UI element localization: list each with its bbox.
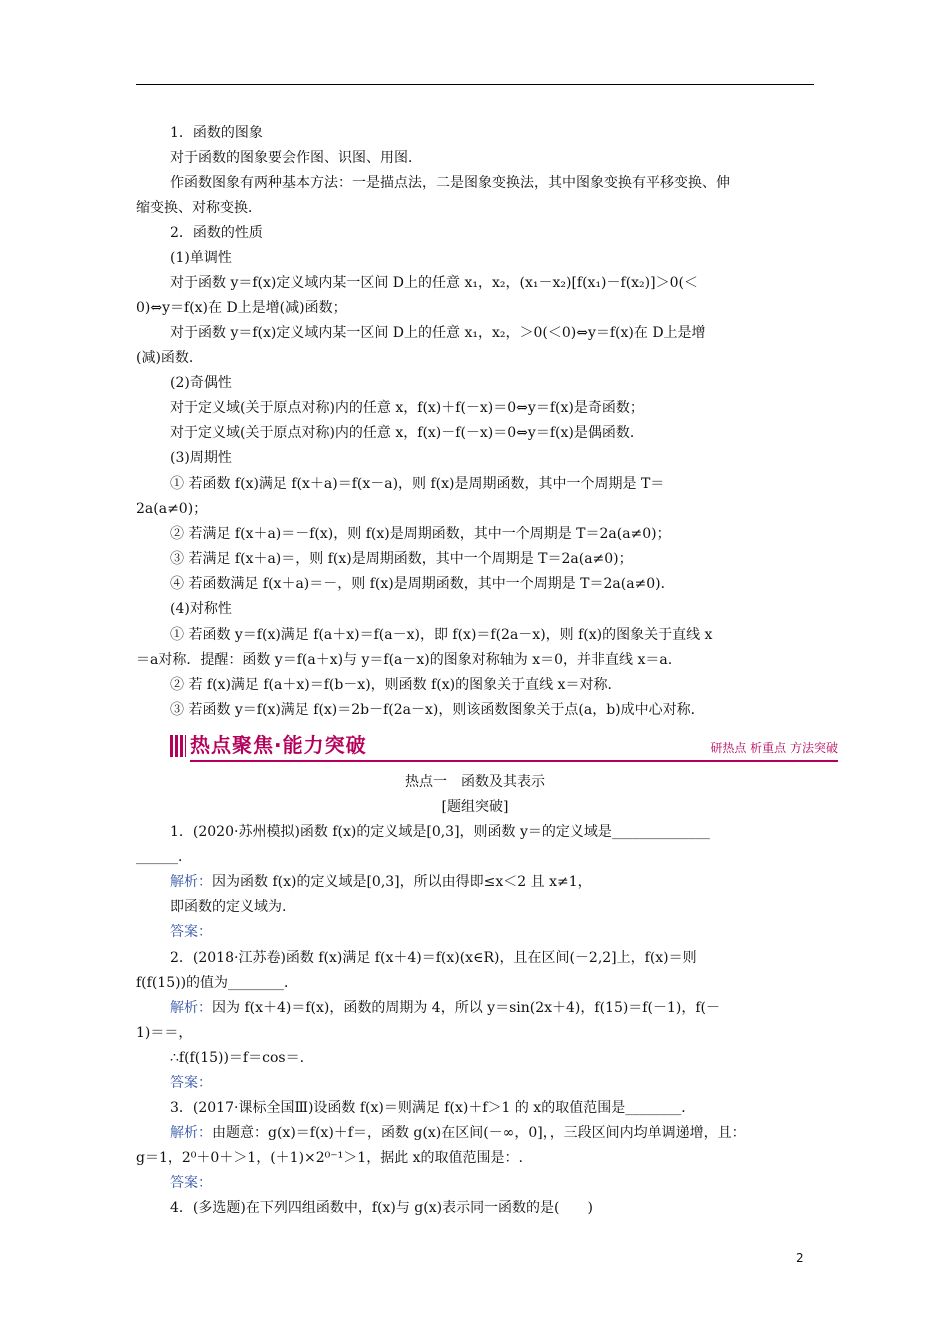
paragraph: 对于函数 y＝f(x)定义域内某一区间 D上的任意 x₁，x₂，(x₁－x₂)[f(x₁)－f(x₂)]＞0(＜ (170, 275, 698, 291)
paragraph: 对于函数 y＝f(x)定义域内某一区间 D上的任意 x₁，x₂，＞0(＜0)⇔y＝f(x)在 D上是增 (170, 325, 706, 341)
paragraph: ③ 若函数 y＝f(x)满足 f(x)＝2b－f(2a－x)，则该函数图象关于点(a，b)成中心对称． (170, 702, 705, 718)
paragraph: ② 若满足 f(x＋a)＝－f(x)，则 f(x)是周期函数，其中一个周期是 T＝2a(a≠0)； (170, 526, 671, 542)
paragraph: ③ 若满足 f(x＋a)＝，则 f(x)是周期函数，其中一个周期是 T＝2a(a≠0)； (170, 551, 633, 567)
paragraph: ② 若 f(x)满足 f(a＋x)＝f(b－x)，则函数 f(x)的图象关于直线 x＝对称． (170, 677, 622, 693)
question-2-analysis: ∴f(f(15))＝f＝cos＝. (170, 1050, 305, 1066)
banner-stripe-icon (170, 735, 186, 757)
question-3-stem: 3．(2017·课标全国Ⅲ)设函数 f(x)＝则满足 f(x)＋f＞1 的 x的取值范围是________． (170, 1100, 696, 1116)
section-banner (170, 732, 838, 762)
paragraph: ① 若函数 f(x)满足 f(x＋a)＝f(x－a)，则 f(x)是周期函数，其中一个周期是 T＝ (170, 476, 665, 492)
subheading-periodicity: (3)周期性 (170, 450, 232, 466)
question-1-answer-label: 答案： (170, 924, 212, 940)
question-1-stem: 1．(2020·苏州模拟)函数 f(x)的定义域是[0,3]，则函数 y＝的定义域是______________ (170, 824, 710, 840)
paragraph: (减)函数． (136, 350, 203, 366)
paragraph: 对于定义域(关于原点对称)内的任意 x，f(x)＋f(－x)＝0⇔y＝f(x)是奇函数； (170, 400, 644, 416)
analysis-text: 因为函数 f(x)的定义域是[0,3]，所以由得即≤x＜2 且 x≠1， (212, 874, 592, 890)
paragraph: 2a(a≠0)； (136, 501, 208, 517)
question-2-analysis: 1)＝＝， (136, 1025, 193, 1041)
paragraph: 对于定义域(关于原点对称)内的任意 x，f(x)－f(－x)＝0⇔y＝f(x)是偶函数． (170, 425, 644, 441)
analysis-label: 解析： (170, 1000, 212, 1016)
subheading-parity: (2)奇偶性 (170, 375, 232, 391)
question-3-analysis: g＝1，2⁰＋0＋＞1，(＋1)×2⁰⁻¹＞1，据此 x的取值范围是：. (136, 1150, 523, 1166)
paragraph: 缩变换、对称变换． (136, 200, 262, 216)
question-1-analysis (170, 873, 814, 891)
question-3-analysis (170, 1124, 814, 1142)
hotspot-subtitle: [题组突破] (441, 799, 509, 815)
paragraph: 对于函数的图象要会作图、识图、用图． (170, 150, 422, 166)
analysis-text: 因为 f(x＋4)＝f(x)，函数的周期为 4，所以 y＝sin(2x＋4)，f(15)＝f(－1)，f(－ (212, 1000, 720, 1016)
header-rule (136, 84, 814, 85)
heading-function-properties: 2．函数的性质 (170, 225, 263, 241)
question-1-analysis: 即函数的定义域为. (170, 899, 287, 915)
banner-tags: 研热点 析重点 方法突破 (710, 741, 838, 755)
question-2-analysis (170, 999, 814, 1017)
analysis-label: 解析： (170, 874, 212, 890)
hotspot-title: 热点一 函数及其表示 (405, 774, 545, 790)
banner-title: 热点聚焦·能力突破 (190, 733, 367, 757)
page-number: 2 (796, 1251, 804, 1265)
paragraph: ＝a对称．提醒：函数 y＝f(a＋x)与 y＝f(a－x)的图象对称轴为 x＝0，并非直线 x＝a. (136, 652, 673, 668)
banner-rule (190, 760, 838, 762)
heading-function-graph: 1．函数的图象 (170, 125, 263, 141)
analysis-label: 解析： (170, 1125, 212, 1141)
question-2-stem: 2．(2018·江苏卷)函数 f(x)满足 f(x＋4)＝f(x)(x∈R)，且在区间(－2,2]上，f(x)＝则 (170, 950, 697, 966)
question-1-stem: ______． (136, 849, 192, 865)
question-2-answer-label: 答案： (170, 1075, 212, 1091)
paragraph: 0)⇔y＝f(x)在 D上是增(减)函数； (136, 300, 347, 316)
paragraph: ① 若函数 y＝f(x)满足 f(a＋x)＝f(a－x)，即 f(x)＝f(2a－x)，则 f(x)的图象关于直线 x (170, 627, 713, 643)
question-4-stem: 4．(多选题)在下列四组函数中，f(x)与 g(x)表示同一函数的是( ) (170, 1200, 593, 1216)
paragraph: 作函数图象有两种基本方法：一是描点法，二是图象变换法，其中图象变换有平移变换、伸 (170, 175, 730, 191)
question-2-stem: f(f(15))的值为________． (136, 975, 299, 991)
subheading-monotonicity: (1)单调性 (170, 250, 232, 266)
analysis-text: 由题意：g(x)＝f(x)＋f＝，函数 g(x)在区间(－∞，0]，，三段区间内均单调递增，且： (212, 1125, 746, 1141)
subheading-symmetry: (4)对称性 (170, 601, 232, 617)
question-3-answer-label: 答案： (170, 1175, 212, 1191)
paragraph: ④ 若函数满足 f(x＋a)＝－，则 f(x)是周期函数，其中一个周期是 T＝2a(a≠0)． (170, 576, 675, 592)
